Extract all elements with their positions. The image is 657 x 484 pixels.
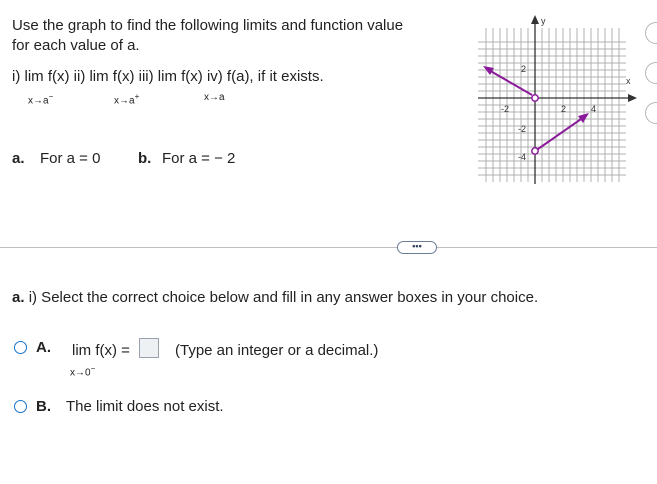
x-tick-label: -2	[501, 104, 510, 114]
x-tick-label: 4	[591, 104, 597, 114]
y-tick-label: -2	[518, 124, 527, 134]
right-segment-arrow-icon	[578, 113, 589, 123]
choice-a-letter: A.	[36, 339, 51, 356]
y-tick-label: -4	[518, 152, 527, 162]
open-circle-lower	[532, 148, 538, 154]
zoom-in-icon[interactable]	[645, 22, 657, 44]
y-tick-label: 2	[521, 64, 527, 74]
y-axis-label: y	[541, 16, 546, 26]
case-a-label: a.	[12, 150, 25, 167]
instruction-line-2: for each value of a.	[12, 37, 140, 54]
choice-a-hint: (Type an integer or a decimal.)	[175, 342, 379, 359]
choice-b-text: The limit does not exist.	[66, 398, 224, 415]
function-graph[interactable]	[478, 12, 638, 190]
limit-subscript-left: x→a−	[28, 92, 54, 107]
x-axis-arrow-icon	[628, 94, 637, 102]
part-a-prompt	[12, 289, 538, 306]
limit-subscript-right: x→a+	[114, 92, 140, 107]
section-divider	[0, 247, 657, 248]
x-tick-label: 2	[561, 104, 567, 114]
popout-icon[interactable]	[645, 102, 657, 124]
answer-input-box[interactable]	[139, 338, 159, 358]
zoom-out-icon[interactable]	[645, 62, 657, 84]
choice-b-radio[interactable]	[14, 400, 27, 413]
part-a-label: a.	[12, 289, 25, 306]
case-b-label: b.	[138, 150, 152, 167]
choice-a-limit: lim f(x) =	[72, 342, 130, 359]
choice-a-radio[interactable]	[14, 341, 27, 354]
case-b-text: For a = − 2	[162, 150, 236, 167]
case-a-text: For a = 0	[40, 150, 101, 167]
parts-line: i) lim f(x) ii) lim f(x) iii) lim f(x) iv) f(a), if it exists.	[12, 68, 324, 85]
expand-more-button[interactable]: •••	[397, 241, 437, 254]
choice-a-subscript: x→0−	[70, 364, 96, 379]
part-a-text: i) Select the correct choice below and fill in any answer boxes in your choice.	[28, 289, 539, 306]
choice-b-letter: B.	[36, 398, 51, 415]
limit-subscript-two-sided: x→a	[204, 92, 225, 103]
instruction-line-1: Use the graph to find the following limits and function value	[12, 17, 404, 34]
open-circle-origin	[532, 95, 538, 101]
x-axis-label: x	[626, 76, 631, 86]
y-axis-arrow-icon	[531, 15, 539, 24]
